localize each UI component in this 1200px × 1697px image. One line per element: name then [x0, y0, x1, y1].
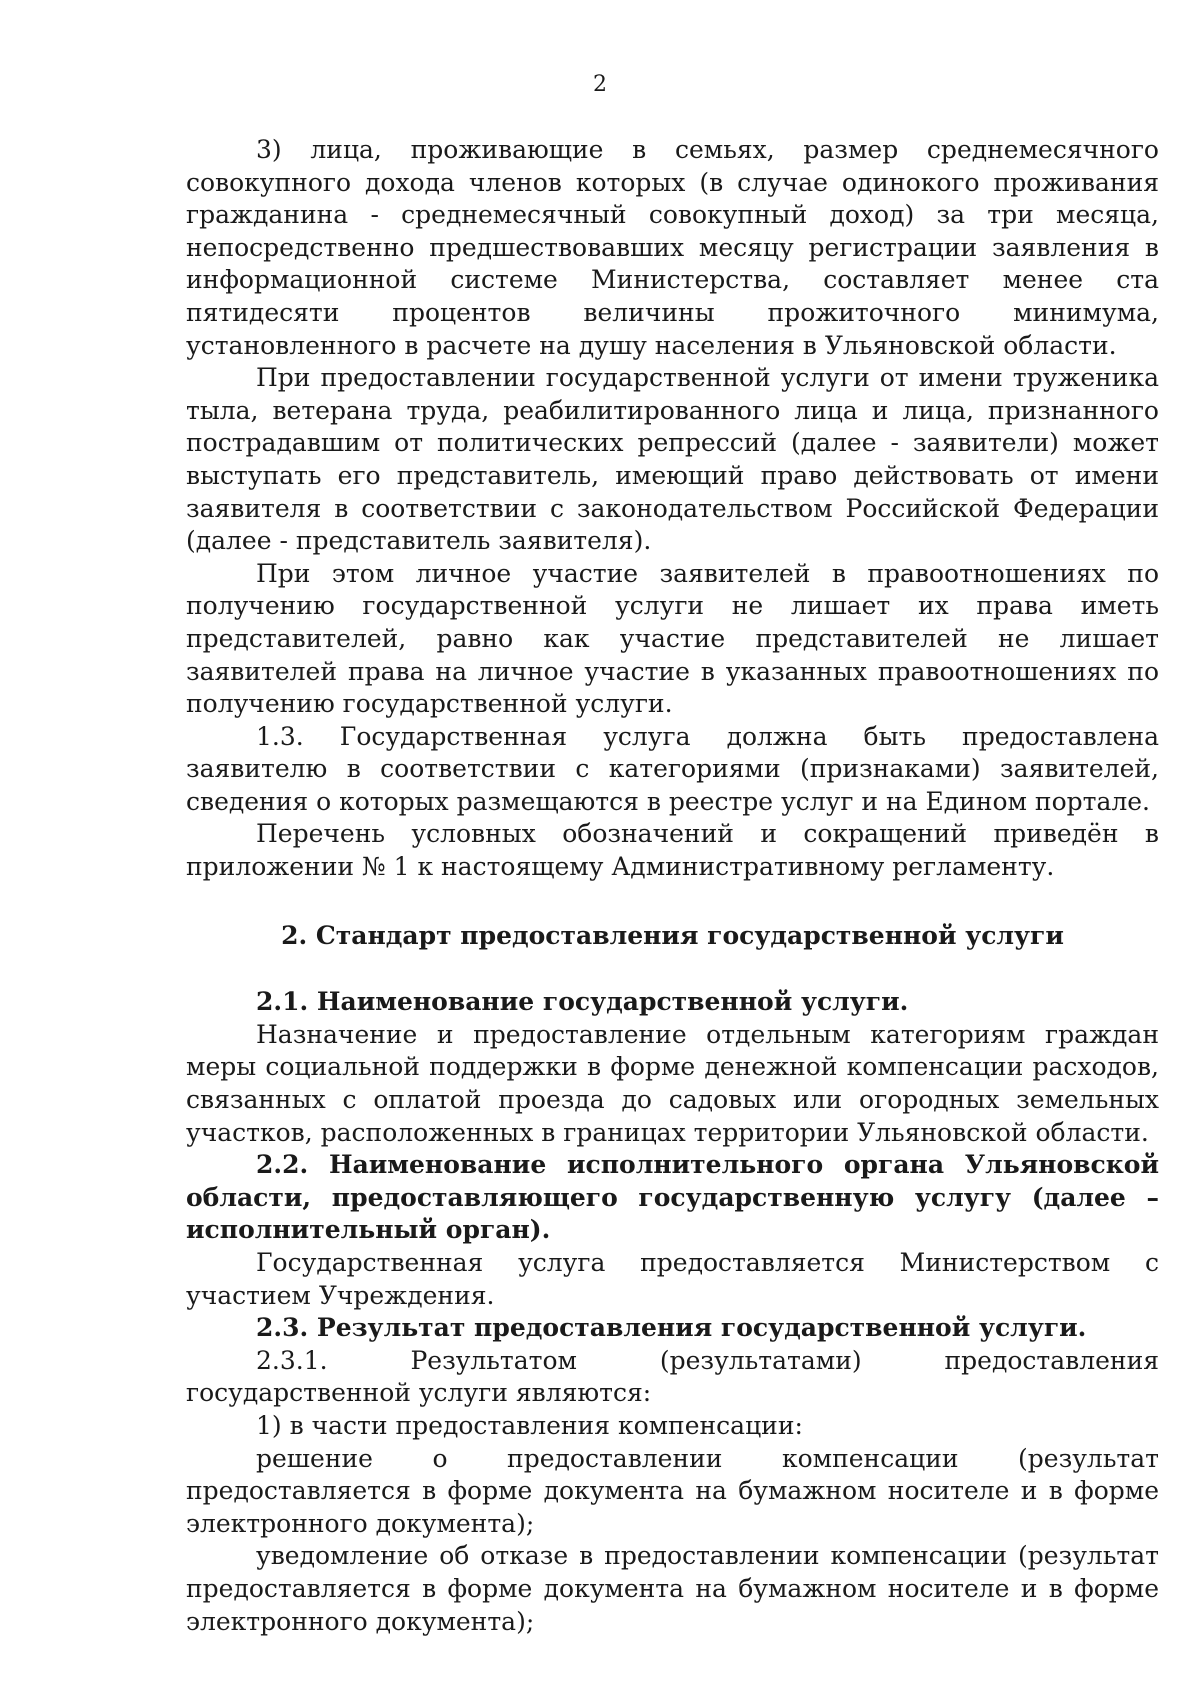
document-body	[186, 134, 1159, 1638]
paragraph-applicants-low-income: 3) лица, проживающие в семьях, размер среднемесячного совокупного дохода членов которых (в случае одинокого проживания гражданина - среднемесячный совокупный доход) за три месяца, непосредственно предшествовавших месяцу регистрации заявления в информационной системе Министерства, составляет менее ста пятидесяти процентов величины прожиточного минимума, установленного в расчете на душу населения в Ульяновской области.	[186, 135, 1159, 360]
subsection-2-3-1-text: 2.3.1. Результатом (результатами) предоставления государственной услуги являются:	[186, 1345, 1159, 1408]
subsection-2-1-text: Назначение и предоставление отдельным категориям граждан меры социальной поддержки в форме денежной компенсации расходов, связанных с оплатой проезда до садовых или огородных земельных участков, расположенных в границах территории Ульяновской области.	[186, 1019, 1159, 1147]
paragraph-abbreviations: Перечень условных обозначений и сокращений приведён в приложении № 1 к настоящему Административному регламенту.	[186, 819, 1159, 882]
page-number: 2	[593, 72, 607, 97]
result-refusal-text: уведомление об отказе в предоставлении компенсации (результат предоставляется в форме документа на бумажном носителе и в форме электронного документа);	[186, 1541, 1159, 1636]
subsection-2-3-title: 2.3. Результат предоставления государственной услуги.	[256, 1313, 1087, 1343]
paragraph-1-3: 1.3. Государственная услуга должна быть предоставлена заявителю в соответствии с категориями (признаками) заявителей, сведения о которых размещаются в реестре услуг и на Едином портале.	[186, 721, 1159, 816]
item-1-text: 1) в части предоставления компенсации:	[256, 1410, 803, 1440]
subsection-2-2-title: 2.2. Наименование исполнительного органа Ульяновской области, предоставляющего государственную услугу (далее – исполнительный орган).	[186, 1150, 1159, 1245]
subsection-2-2-text: Государственная услуга предоставляется Министерством с участием Учреждения.	[186, 1248, 1159, 1310]
subsection-2-1-title: 2.1. Наименование государственной услуги.	[256, 987, 909, 1017]
result-decision-text: решение о предоставлении компенсации (результат предоставляется в форме документа на бумажном носителе и в форме электронного документа);	[186, 1443, 1159, 1538]
section-heading: 2. Стандарт предоставления государственной услуги	[281, 920, 1064, 950]
paragraph-representative: При предоставлении государственной услуги от имени труженика тыла, ветерана труда, реабилитированного лица и лица, признанного пострадавшим от политических репрессий (далее - заявители) может выступать его представитель, имеющий право действовать от имени заявителя в соответствии с законодательством Российской Федерации (далее - представитель заявителя).	[186, 363, 1159, 556]
paragraph-personal-participation: При этом личное участие заявителей в правоотношениях по получению государственной услуги не лишает их права иметь представителей, равно как участие представителей не лишает заявителей права на личное участие в указанных правоотношениях по получению государственной услуги.	[186, 558, 1159, 719]
